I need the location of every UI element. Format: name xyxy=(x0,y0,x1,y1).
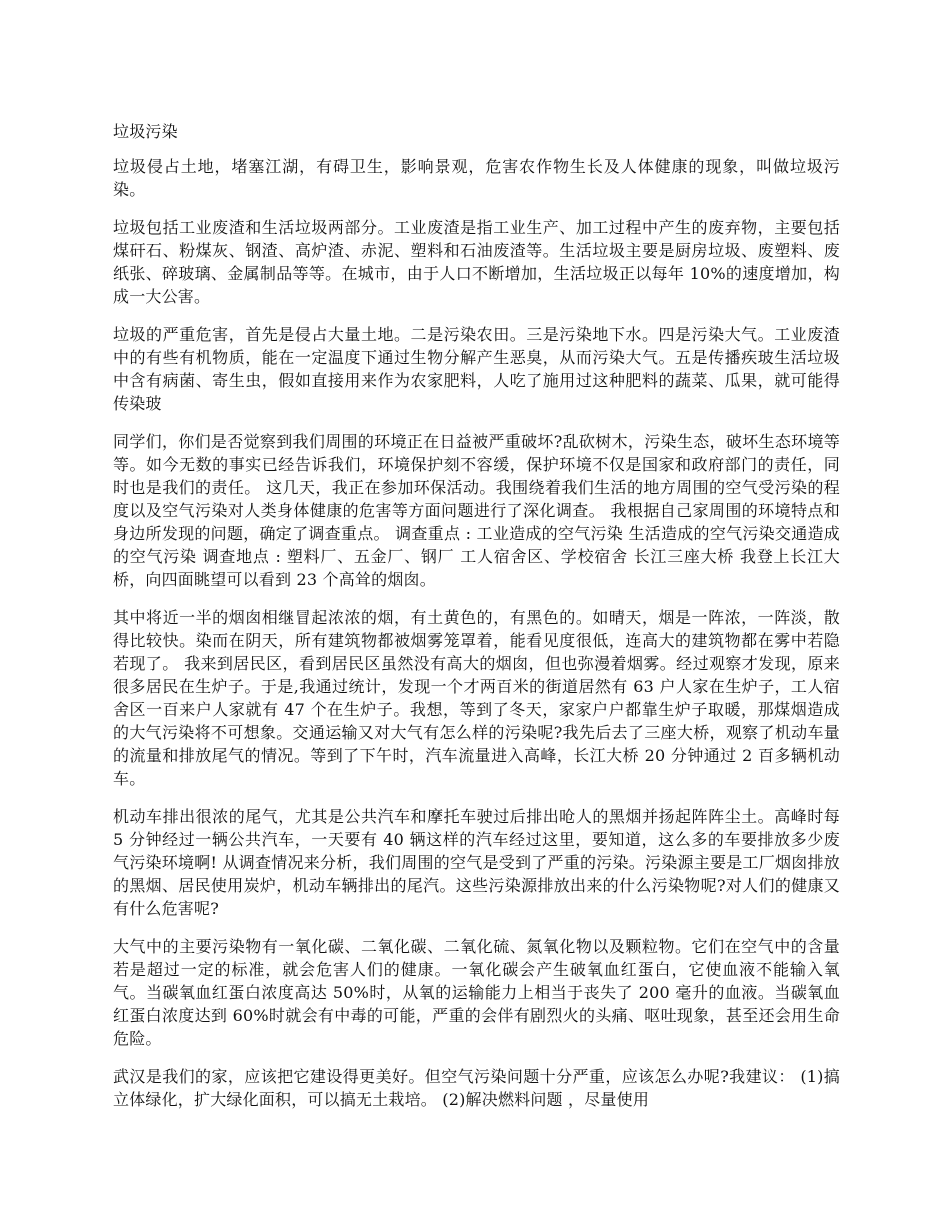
document-page xyxy=(113,120,840,1126)
paragraph-6: 机动车排出很浓的尾气，尤其是公共汽车和摩托车驶过后排出呛人的黑烟并扬起阵阵尘土。高峰时每 5 分钟经过一辆公共汽车，一天要有 40 辆这样的汽车经过这里，要知道，这么多的车要排放多少废气污染环境啊! 从调查情况来分析，我们周围的空气是受到了严重的污染。污染源主要是工厂烟囱排放的黑烟、居民使用炭炉，机动车辆排出的尾汽。这些污染源排放出来的什么污染物呢?对人们的健康又有什么危害呢? xyxy=(113,807,840,918)
paragraph-1: 垃圾侵占土地，堵塞江湖，有碍卫生，影响景观，危害农作物生长及人体健康的现象，叫做垃圾污染。 xyxy=(113,157,840,199)
document-title: 垃圾污染 xyxy=(113,122,178,141)
paragraph-7: 大气中的主要污染物有一氧化碳、二氧化碳、二氧化硫、氮氧化物以及颗粒物。它们在空气中的含量若是超过一定的标准，就会危害人们的健康。一氧化碳会产生破氧血红蛋白，它使血液不能输入氧气。当碳氧血红蛋白浓度高达 50%时，从氧的运输能力上相当于丧失了 200 毫升的血液。当碳氧血红蛋白浓度达到 60%时就会有中毒的可能，严重的会伴有剧烈火的头痛、呕吐现象，甚至还会用生命危险。 xyxy=(113,937,840,1048)
paragraph-8: 武汉是我们的家，应该把它建设得更美好。但空气污染问题十分严重，应该怎么办呢?我建议： (1)搞立体绿化，扩大绿化面积，可以搞无土栽培。 (2)解决燃料问题 ，尽量使用 xyxy=(113,1067,840,1109)
paragraph-2: 垃圾包括工业废渣和生活垃圾两部分。工业废渣是指工业生产、加工过程中产生的废弃物，主要包括煤矸石、粉煤灰、钢渣、高炉渣、赤泥、塑料和石油废渣等。生活垃圾主要是厨房垃圾、废塑料、废纸张、碎玻璃、金属制品等等。在城市，由于人口不断增加，生活垃圾正以每年 10%的速度增加，构成一大公害。 xyxy=(113,218,840,306)
paragraph-3: 垃圾的严重危害，首先是侵占大量土地。二是污染农田。三是污染地下水。四是污染大气。工业废渣中的有些有机物质，能在一定温度下通过生物分解产生恶臭，从而污染大气。五是传播疾玻生活垃圾中含有病菌、寄生虫，假如直接用来作为农家肥料，人吃了施用过这种肥料的蔬菜、瓜果，就可能得传染玻 xyxy=(113,325,840,413)
paragraph-4: 同学们，你们是否觉察到我们周围的环境正在日益被严重破坏?乱砍树木，污染生态，破坏生态环境等等。如今无数的事实已经告诉我们，环境保护刻不容缓，保护环境不仅是国家和政府部门的责任，同时也是我们的责任。 这几天，我正在参加环保活动。我围绕着我们生活的地方周围的空气受污染的程度以及空气污染对人类身体健康的危害等方面问题进行了深化调查。 我根据自己家周围的环境特点和身边所发现的问题，确定了调查重点。 调查重点 : 工业造成的空气污染 生活造成的空气污染交通造成的空气污染 调查地点 : 塑料厂、五金厂、钢厂 工人宿舍区、学校宿舍 长江三座大桥 我登上长江大桥，向四面眺望可以看到 23 个高耸的烟囱。 xyxy=(113,432,840,589)
paragraph-5: 其中将近一半的烟囱相继冒起浓浓的烟，有土黄色的，有黑色的。如晴天，烟是一阵浓，一阵淡，散得比较快。染而在阴天，所有建筑物都被烟雾笼罩着，能看见度很低，连高大的建筑物都在雾中若隐若现了。 我来到居民区，看到居民区虽然没有高大的烟囱，但也弥漫着烟雾。经过观察才发现，原来很多居民在生炉子。于是,我通过统计，发现一个才两百米的街道居然有 63 户人家在生炉子，工人宿舍区一百来户人家就有 47 个在生炉子。我想，等到了冬天，家家户户都靠生炉子取暖，那煤烟造成的大气污染将不可想象。交通运输又对大气有怎么样的污染呢?我先后去了三座大桥，观察了机动车量的流量和排放尾气的情况。等到了下午时，汽车流量进入高峰，长江大桥 20 分钟通过 2 百多辆机动车。 xyxy=(113,608,840,788)
